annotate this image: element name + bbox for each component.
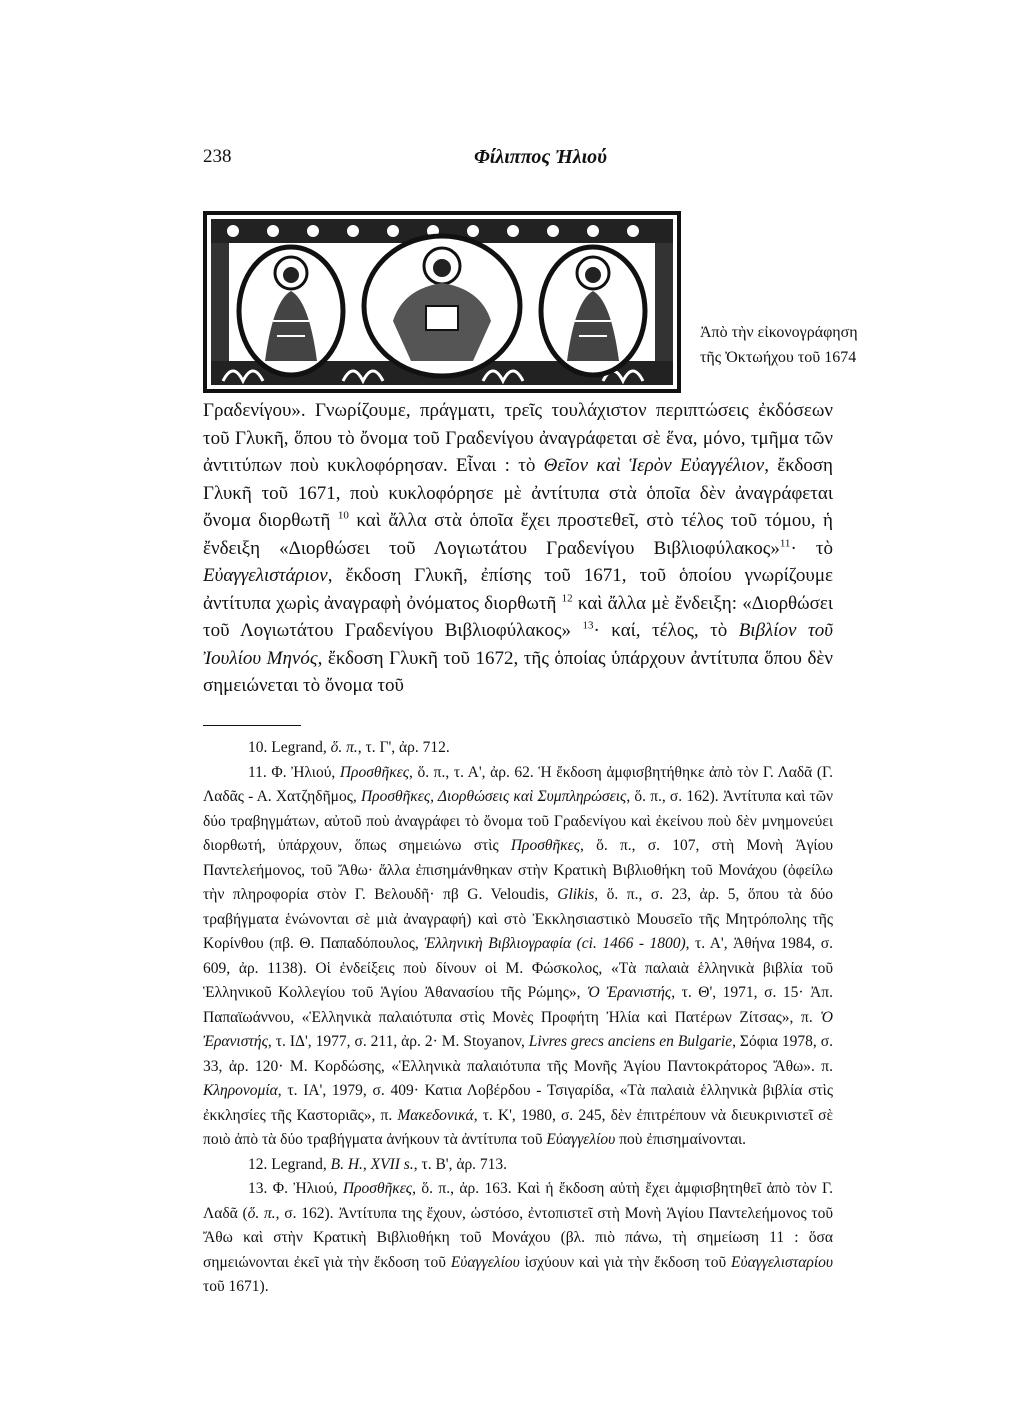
text-run: καὶ ἄλλα μὲ ἔνδειξη: «Διορθώσει τοῦ Λογιωτάτου Γραδενίγου Βιβλιοφύλακος»: [203, 592, 833, 641]
running-head: Φίλιππος Ἠλιού: [474, 146, 607, 168]
text-run: , ὅ. π., σ. 162). Ἀντίτυπα καὶ τῶν δύο τραβηγμάτων, αὐτοῦ ποὺ ἀναγράφει τὸ ὄνομα τοῦ Γραδενίγου καὶ ἐκείνου ποὺ δὲν μνημονεύει διορθωτή, ὑπάρχουν, ὅπως σημειώνω στὶς: [203, 788, 833, 854]
body-paragraph: [203, 397, 833, 700]
footnote-ref: 12: [561, 592, 573, 605]
text-run: , τ. Θ', 1971, σ. 15· Ἀπ. Παπαϊωάννου, «Ἑλληνικὰ παλαιότυπα στὶς Μονὲς Προφήτη Ἠλία καὶ Πατέρων Ζίτσας», π.: [203, 984, 833, 1026]
text-run: , ὅ. π., τ. Α', ἀρ. 62. Ἡ ἔκδοση ἀμφισβητήθηκε ἀπὸ τὸν Γ. Λαδᾶ (Γ. Λαδᾶς - Α. Χατζηδῆμος,: [203, 763, 834, 805]
footnote-text: [203, 761, 833, 1153]
text-run: ἰσχύουν καὶ γιὰ τὴν ἔκδοση τοῦ: [519, 1253, 731, 1271]
footnote-list: [203, 736, 833, 1300]
text-run: , ὅ. π., ἀρ. 163. Καὶ ἡ ἔκδοση αὐτὴ ἔχει ἀμφισβητηθεῖ ἀπὸ τὸν Γ. Λαδᾶ (: [203, 1180, 833, 1222]
italic-title: Livres grecs anciens en Bulgarie: [528, 1033, 733, 1050]
italic-title: ὅ. π.: [247, 1204, 276, 1222]
italic-title: Εὐαγγελιστάριον: [203, 565, 328, 586]
footnote-text: [203, 1153, 833, 1178]
caption-line-1: Ἀπὸ τὴν εἰκονογράφηση: [700, 324, 858, 341]
text-run: , ἔκδοση Γλυκῆ τοῦ 1672, τῆς ὁποίας ὑπάρχουν ἀντίτυπα ὅπου δὲν σημειώνεται τὸ ὄνομα τοῦ: [203, 647, 834, 696]
text-run: , Σόφια 1978, σ. 33, ἀρ. 120· Μ. Κορδώσης, «Ἑλληνικὰ παλαιότυπα τῆς Μονῆς Ἁγίου Παντοκράτορος Ἄθω». π.: [203, 1033, 833, 1075]
footnote: [203, 1177, 833, 1300]
text-run: καὶ ἄλλα στὰ ὁποῖα ἔχει προστεθεῖ, στὸ τέλος τοῦ τόμου, ἡ ἔνδειξη «Διορθώσει τοῦ Λογιωτάτου Γραδενίγου Βιβλιοφύλακος»: [203, 510, 833, 559]
footnote: [203, 1153, 833, 1178]
italic-title: Προσθῆκες, Διορθώσεις καὶ Συμπληρώσεις: [360, 788, 627, 805]
text-run: ποὺ ἐπισημαίνονται.: [615, 1131, 747, 1148]
italic-title: Μακεδονικά: [397, 1106, 474, 1124]
italic-title: Προσθῆκες: [510, 837, 580, 854]
text-run: · καί, τέλος, τὸ: [593, 620, 739, 641]
italic-title: ὅ. π.: [330, 739, 358, 756]
italic-title: Θεῖον καὶ Ἱερὸν Εὐαγγέλιον: [543, 455, 765, 476]
italic-title: B. H., XVII s.: [330, 1155, 414, 1173]
text-run: 10. Legrand,: [248, 739, 331, 756]
italic-title: Εὐαγγελίου: [450, 1253, 520, 1271]
text-run: , ὅ. π., σ. 23, ἀρ. 5, ὅπου τὰ δύο τραβήγματα ἑνώνονται σὲ μιὰ ἀναγραφή) καὶ στὸ Ἐκκλησιαστικὸ Μουσεῖο τῆς Μητρόπολης τῆς Κορίνθου (πβ. Θ. Παπαδόπουλος,: [203, 886, 833, 952]
italic-title: Προσθῆκες: [339, 763, 410, 781]
text-run: , ἔκδοση Γλυκῆ τοῦ 1671, ποὺ κυκλοφόρησε μὲ ἀντίτυπα στὰ ὁποῖα δὲν ἀναγράφεται ὄνομα διορθωτῆ: [203, 455, 833, 531]
text-run: , ὅ. π., σ. 107, στὴ Μονὴ Ἁγίου Παντελεήμονος, τοῦ Ἄθω· ἄλλα ἐπισημάνθηκαν στὴν Κρατικὴ Βιβλιοθήκη τοῦ Μονάχου (ὀφείλω τὴν πληροφορία στὸν Γ. Βελουδῆ· πβ G. Veloudis,: [203, 837, 834, 903]
woodcut-illustration: [203, 211, 681, 393]
text-run: · τὸ: [790, 537, 834, 559]
text-run: 11. Φ. Ἠλιού,: [248, 763, 340, 781]
footnote-text: [203, 1177, 833, 1300]
figure-caption: [700, 320, 858, 370]
text-run: , τ. ΙΔ', 1977, σ. 211, ἀρ. 2· M. Stoyanov,: [267, 1033, 529, 1050]
italic-title: Εὐαγγελισταρίου: [731, 1253, 833, 1271]
italic-title: Προσθῆκες: [342, 1180, 413, 1197]
footnote-ref: 13: [582, 619, 594, 632]
italic-title: Ὁ Ἐρανιστής: [203, 1008, 833, 1050]
text-run: , τ. Κ', 1980, σ. 245, δὲν ἐπιτρέπουν νὰ διευκρινιστεῖ σὲ ποιὸ ἀπὸ τὰ δύο τραβήγματα ἀνήκουν τὰ ἀντίτυπα τοῦ: [203, 1106, 833, 1148]
italic-title: Ὁ Ἐρανιστής: [587, 984, 672, 1001]
footnote: [203, 736, 833, 761]
italic-title: Glikis: [557, 886, 595, 903]
footnote-rule: [203, 725, 301, 726]
italic-title: Εὐαγγελίου: [546, 1131, 616, 1148]
caption-line-2: τῆς Ὀκτωήχου τοῦ 1674: [700, 349, 857, 366]
footnote-ref: 11: [779, 537, 791, 550]
footnote: [203, 761, 833, 1153]
text-run: , σ. 162). Ἀντίτυπα της ἔχουν, ὡστόσο, ἐντοπιστεῖ στὴ Μονὴ Ἁγίου Παντελεήμονος τοῦ Ἄθω καὶ στὴν Κρατικὴ Βιβλιοθήκη τοῦ Μονάχου (βλ. πιὸ πάνω, τὴ σημείωση 11 : ὅσα σημειώνονται ἐκεῖ γιὰ τὴν ἔκδοση τοῦ: [203, 1204, 833, 1271]
text-run: Γραδενίγου». Γνωρίζουμε, πράγματι, τρεῖς τουλάχιστον περιπτώσεις ἐκδόσεων τοῦ Γλυκῆ, ὅπου τὸ ὄνομα τοῦ Γραδενίγου ἀναγράφεται σὲ ἕνα, μόνο, τμῆμα τῶν ἀντιτύπων ποὺ κυκλοφόρησαν. Εἶναι : τὸ: [203, 400, 833, 476]
text-run: τοῦ 1671).: [203, 1278, 269, 1295]
text-run: , τ. ΙΑ', 1979, σ. 409· Κατια Λοβέρδου - Τσιγαρίδα, «Τὰ παλαιὰ ἑλληνικὰ βιβλία στὶς ἐκκλησίες τῆς Καστοριᾶς», π.: [203, 1082, 833, 1124]
main-text: [203, 397, 833, 700]
text-run: , ἔκδοση Γλυκῆ, ἐπίσης τοῦ 1671, τοῦ ὁποίου γνωρίζουμε ἀντίτυπα χωρὶς ἀναγραφὴ ὀνόματος διορθωτῆ: [203, 565, 833, 614]
text-run: 12. Legrand,: [248, 1155, 331, 1173]
text-run: , τ. Α', Ἀθήνα 1984, σ. 609, ἀρ. 1138). Οἱ ἐνδείξεις ποὺ δίνουν οἱ Μ. Φώσκολος, «Τὰ παλαιὰ ἑλληνικὰ βιβλία τοῦ Ἑλληνικοῦ Κολλεγίου τοῦ Ἁγίου Ἀθανασίου τῆς Ρώμης»,: [203, 935, 833, 1001]
footnote-ref: 10: [337, 509, 349, 522]
text-run: , τ. Β', ἀρ. 713.: [413, 1155, 508, 1173]
footnotes: [203, 725, 833, 1300]
italic-title: Βιβλίον τοῦ Ἰουλίου Μηνός: [203, 620, 833, 669]
page-number: 238: [203, 146, 232, 167]
footnote-text: [203, 736, 833, 761]
italic-title: Κληρονομία: [203, 1082, 278, 1099]
text-run: 13. Φ. Ἠλιού,: [248, 1180, 343, 1197]
italic-title: Ἑλληνικὴ Βιβλιογραφία (ci. 1466 - 1800): [424, 935, 686, 952]
text-run: , τ. Γ', ἀρ. 712.: [357, 739, 450, 756]
